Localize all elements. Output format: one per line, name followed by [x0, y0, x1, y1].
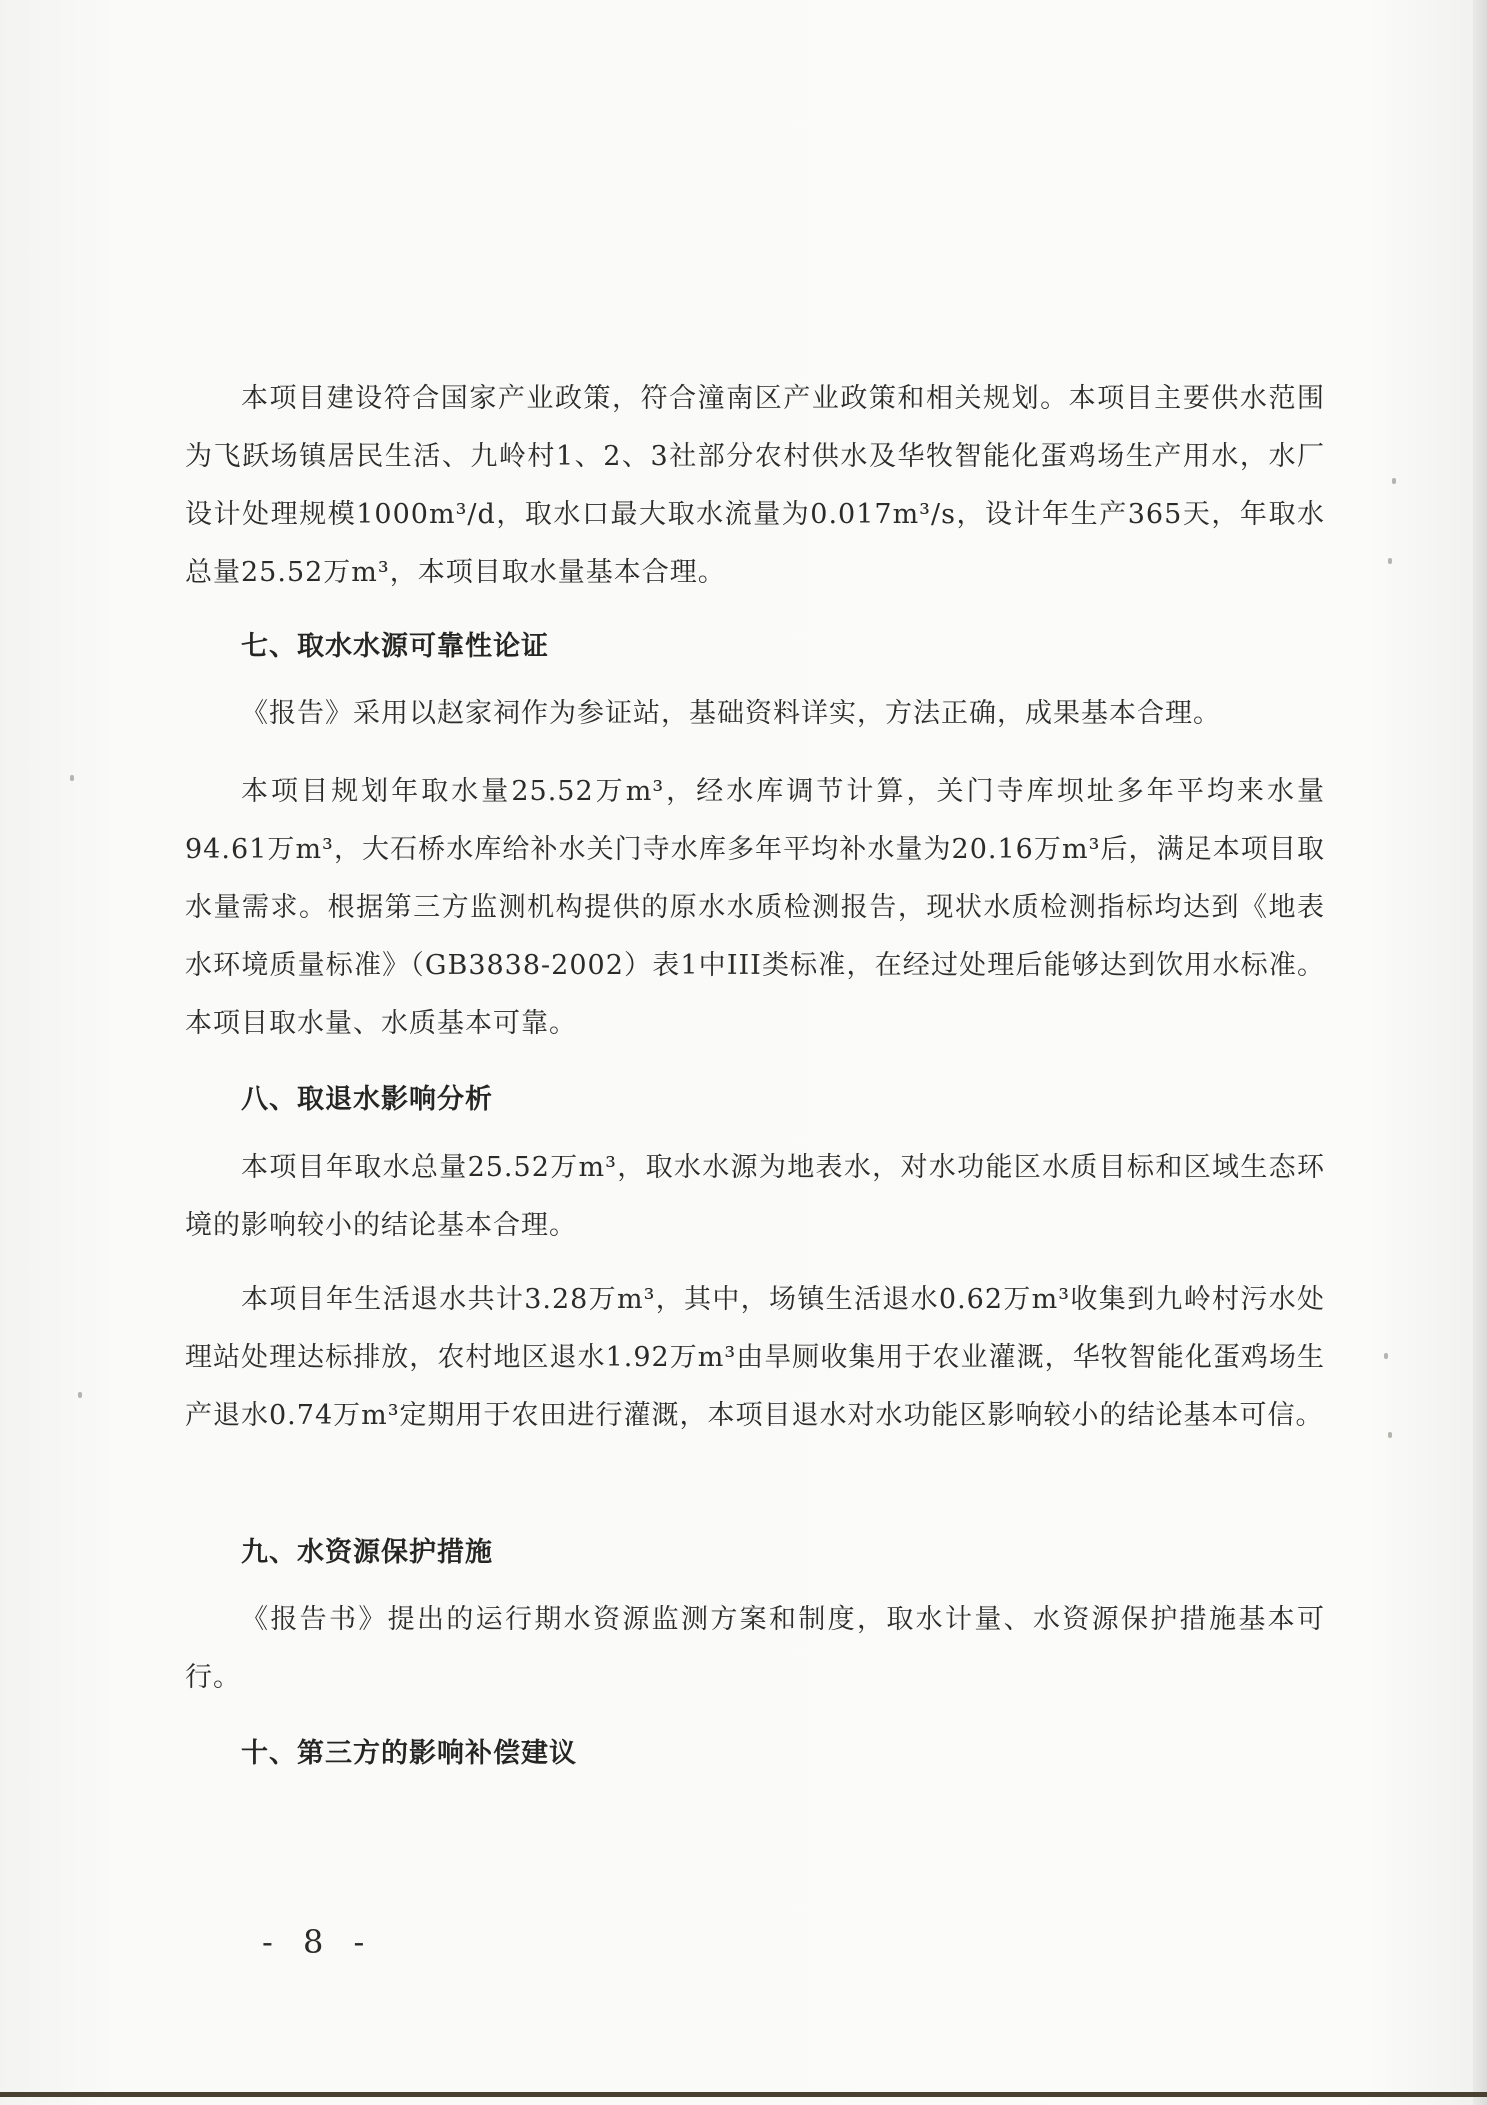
scan-bottom-border [0, 2092, 1487, 2097]
page-edge-shadow [1473, 0, 1487, 2105]
scan-speck [70, 775, 74, 781]
paragraph-water-scale: 本项目建设符合国家产业政策，符合潼南区产业政策和相关规划。本项目主要供水范围为飞跃场镇居民生活、九岭村1、2、3社部分农村供水及华牧智能化蛋鸡场生产用水，水厂设计处理规模1000m³/d，取水口最大取水流量为0.017m³/s，设计年生产365天，年取水总量25.52万m³，本项目取水量基本合理。 [185, 383, 1325, 588]
scan-speck [1384, 1353, 1388, 1359]
paragraph-reference-station: 《报告》采用以赵家祠作为参证站，基础资料详实，方法正确，成果基本合理。 [241, 698, 1221, 729]
heading-section-10: 十、第三方的影响补偿建议 [241, 1738, 577, 1769]
paragraph-water-source-reliability: 本项目规划年取水量25.52万m³，经水库调节计算，关门寺库坝址多年平均来水量94.61万m³，大石桥水库给补水关门寺水库多年平均补水量为20.16万m³后，满足本项目取水量需求。根据第三方监测机构提供的原水水质检测报告，现状水质检测指标均达到《地表水环境质量标准》（GB3838-2002）表1中III类标准，在经过处理后能够达到饮用水标准。本项目取水量、水质基本可靠。 [185, 776, 1325, 1039]
paragraph-intake-impact: 本项目年取水总量25.52万m³，取水水源为地表水，对水功能区水质目标和区域生态环境的影响较小的结论基本合理。 [185, 1152, 1325, 1241]
scan-speck [78, 1392, 82, 1398]
paragraph-discharge-impact: 本项目年生活退水共计3.28万m³，其中，场镇生活退水0.62万m³收集到九岭村污水处理站处理达标排放，农村地区退水1.92万m³由旱厕收集用于农业灌溉，华牧智能化蛋鸡场生产退水0.74万m³定期用于农田进行灌溉，本项目退水对水功能区影响较小的结论基本可信。 [185, 1284, 1325, 1431]
heading-section-7: 七、取水水源可靠性论证 [241, 631, 549, 662]
page-number: - 8 - [262, 1923, 375, 1961]
heading-section-9: 九、水资源保护措施 [241, 1537, 493, 1568]
scan-speck [1388, 558, 1392, 564]
scan-speck [1392, 478, 1396, 484]
scan-speck [1388, 1432, 1392, 1438]
heading-section-8: 八、取退水影响分析 [241, 1084, 493, 1115]
paragraph-protection-measures: 《报告书》提出的运行期水资源监测方案和制度，取水计量、水资源保护措施基本可行。 [185, 1604, 1325, 1693]
